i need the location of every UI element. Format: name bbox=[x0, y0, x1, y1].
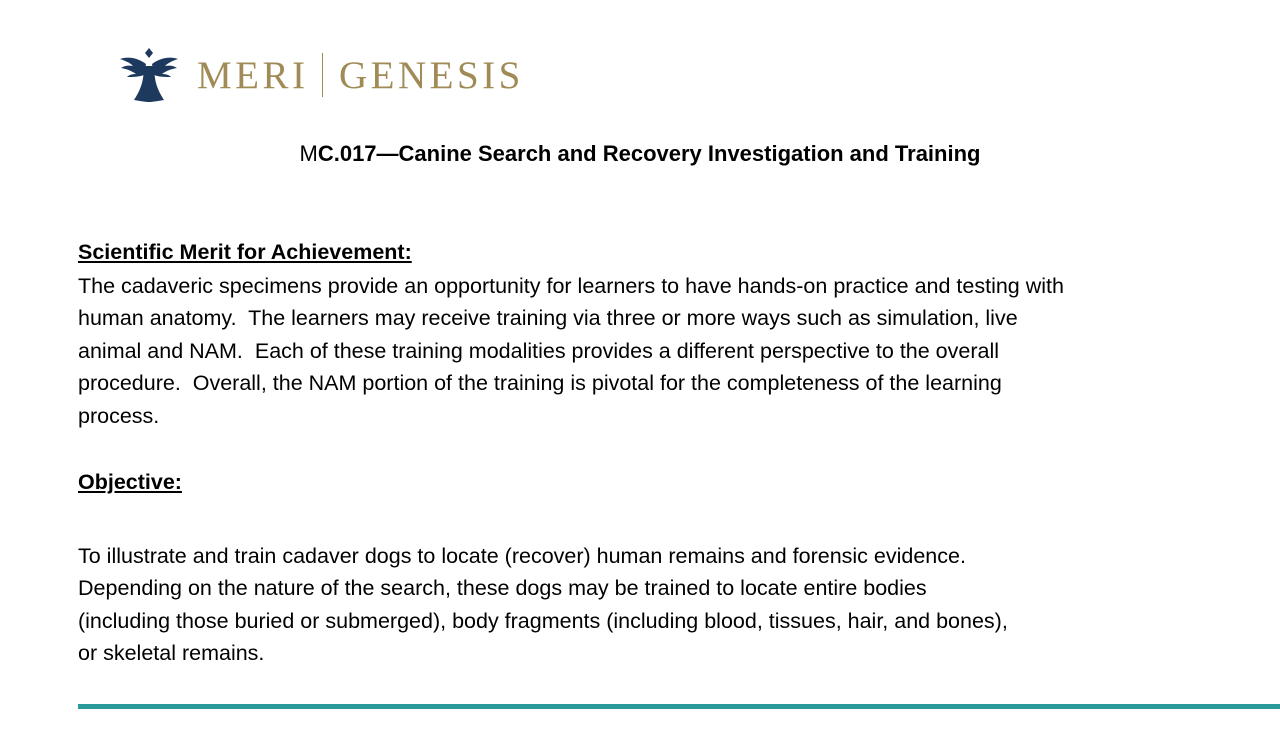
objective-line: Depending on the nature of the search, these dogs may be trained to locate entire bodies bbox=[78, 576, 927, 601]
scientific-merit-heading: Scientific Merit for Achievement: bbox=[78, 240, 412, 264]
document-title-lead: M bbox=[299, 141, 318, 166]
objective-heading: Objective: bbox=[78, 470, 182, 494]
brand-divider bbox=[322, 53, 324, 97]
objective-paragraph bbox=[78, 540, 1218, 670]
document-title bbox=[0, 139, 1280, 169]
scientific-merit-line: procedure. Overall, the NAM portion of the training is pivotal for the completeness of the learning bbox=[78, 371, 1002, 396]
meri-genesis-logo bbox=[118, 44, 524, 106]
objective-line: To illustrate and train cadaver dogs to locate (recover) human remains and forensic evidence. bbox=[78, 544, 966, 568]
winged-figure-icon bbox=[118, 44, 180, 106]
objective-line: or skeletal remains. bbox=[78, 641, 265, 666]
brand-name-right: GENESIS bbox=[339, 53, 524, 97]
document-title-rest: C.017—Canine Search and Recovery Investigation and Training bbox=[317, 141, 981, 166]
footer-rule bbox=[78, 704, 1280, 709]
scientific-merit-line: animal and NAM. Each of these training modalities provides a different perspective to the overall bbox=[78, 338, 1000, 363]
scientific-merit-line: human anatomy. The learners may receive training via three or more ways such as simulation, live bbox=[78, 306, 1018, 331]
objective-line: (including those buried or submerged), body fragments (including blood, tissues, hair, and bones), bbox=[78, 608, 1008, 633]
scientific-merit-line: process. bbox=[78, 403, 160, 428]
brand-name-left: MERI bbox=[197, 53, 309, 97]
scientific-merit-paragraph bbox=[78, 270, 1218, 432]
scientific-merit-line: The cadaveric specimens provide an opportunity for learners to have hands-on practice and testing with bbox=[78, 274, 1064, 298]
